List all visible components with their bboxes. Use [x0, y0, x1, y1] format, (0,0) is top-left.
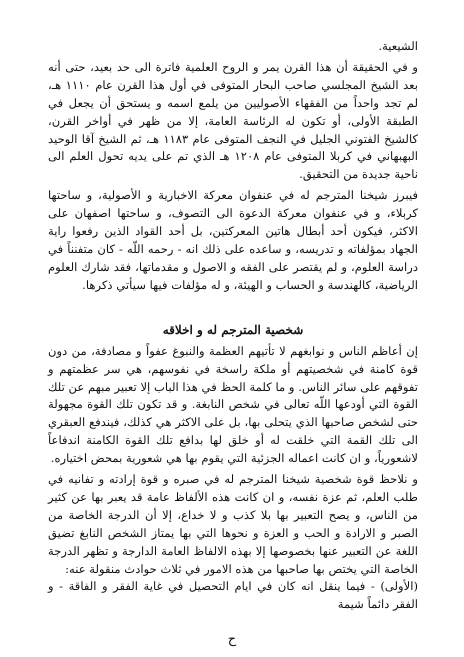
section-heading: شخصية المترجم له و اخلاقه: [162, 322, 304, 337]
paragraph-intro-end: الشيعية.: [378, 39, 418, 53]
page-number: ح: [227, 632, 237, 647]
paragraph-century-context: و في الحقيقة أن هذا القرن يمر و الروح العلمية فاترة الى حد بعيد، حتى أنه بعد الشيخ المجلسي صاحب البحار المتوفى في أول هذا القرن عام ١١١٠ هـ، لم تجد واحداً من الفقهاء الأصوليين من يلمع اسمه و يستحق أن يجعل في الطبقة الأولى، أو تكون له الرئاسة العامة، إلا من ظهر في أواخر القرن، كالشيخ الفتوني الجليل في النجف المتوفى عام ١١٨٣ هـ، ثم الشيخ آقا الوحيد البهبهاني في كربلا المتوفى عام ١٢٠٨ هـ الذي تم على يديه تحول العلم الى ناحية جديدة من التحقيق.: [48, 59, 418, 182]
paragraph-personality: و نلاحظ قوة شخصية شيخنا المترجم له في صبره و قوة إرادته و تفانيه في طلب العلم، ثم عزة نفسه، و ان كانت هذه الألفاظ عامة قد يعبر بها عن كثير من الناس، و يصح التعبير بها بلا كذب و لا خداع، إلا أن الدرجة الخاصة من الصبر و الارادة و الحب و العزة و نحوها التي بها يمتاز الشخص النابغ تضيق اللغة عن التعبير عنها بخصوصها إلا بهذه الالفاظ العامة الدارجة و تظهر الدرجة الخاصة التي يختص بها صاحبها من هذه الامور في ثلاث حوادث منقولة عنه:: [48, 472, 418, 576]
paragraph-battles: فيبرز شيخنا المترجم له في عنفوان معركة الاخبارية و الأصولية، و ساحتها كربلاء، و في عنفوان معركة الدعوة الى التصوف، و ساحتها اصفهان على الاكثر، فيكون أحد أبطال هاتين المعركتين، بل أحد القواد الذين رفعوا راية الجهاد بمؤلفاته و تدريسه، و ساعده على ذلك انه - رحمه اللّه - كان متفنناً في دراسة العلوم، و لم يقتصر على الفقه و الاصول و مقدماتها، فقد شارك العلوم الرياضية، كالهندسة و الحساب و الهيئة، و له مؤلفات فيها سيأتي ذكرها.: [48, 188, 418, 292]
paragraph-genius: إن أعاظم الناس و نوابغهم لا تأتيهم العظمة والنبوغ عفواً و مصادفة، من دون قوة كامنة في شخصيتهم أو ملكة راسخة في نفوسهم، هي سر عظمتهم و تفوقهم على سائر الناس. و ما كلمة الحظ في هذا الباب إلا تعبير مبهم عن تلك القوة التي أودعها اللّه تعالى في شخص النابغة. و قد تكون تلك القوة مجهولة حتى لشخص صاحبها الذي يتحلى بها، بل على الاكثر هي كذلك، فيندفع العبقري الى تلك القمة التي خلقت له أو خلق لها بدافع تلك القوة الكامنة اندفاعاً لاشعورياً، و ان كانت اعماله الجزئية التي يقوم بها هي شعورية بمحض اختياره.: [48, 343, 418, 466]
paragraph-first-incident: (الأولى) - فيما ينقل انه كان في ايام التحصيل في غاية الفقر و الفاقة - و الفقر دائماً شيمة: [48, 579, 418, 612]
spacer: [48, 295, 418, 315]
